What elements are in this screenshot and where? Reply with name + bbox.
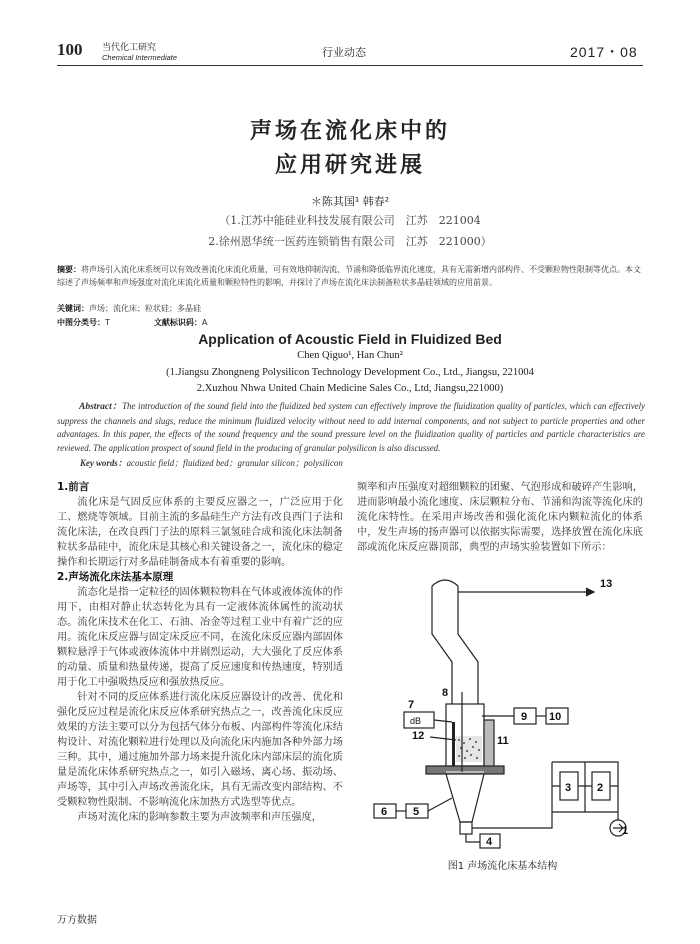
header-rule bbox=[57, 65, 643, 66]
label-3: 3 bbox=[565, 782, 572, 794]
body-left-column bbox=[57, 480, 343, 825]
label-2: 2 bbox=[597, 782, 604, 794]
clc-label: 中图分类号： bbox=[57, 318, 105, 327]
title-line-2: 应用研究进展 bbox=[274, 153, 425, 178]
english-affiliation-2: 2.Xuzhou Nhwa United Chain Medicine Sales Co., Ltd, Jiangsu,221000) bbox=[196, 383, 504, 394]
section-2-paragraph-2: 针对不同的反应体系进行流化床反应器设计的改善、优化和强化反应过程是流化床反应体系研究热点之一，改善流化床反应效果的方法主要可以分为包括气体分布板、内部构件等流化床结构设计、对流化颗粒进行处理以及向流化床内施加各种外部力场三种。其中，通过施加外部力场来提升流化床内部床层的流化质量是流化床体系研究热点之一，如引入磁场、离心场、振动场、声场等，其中引入声场改善流化床，具有无需改变内部结构、不受颗粒物性限制、不影响流化床加热方式选型等优点。 bbox=[57, 692, 343, 808]
clc-value: T bbox=[105, 318, 110, 327]
affiliation-1: （1.江苏中能硅业科技发展有限公司 江苏 221004 bbox=[219, 214, 481, 227]
column-top-cap bbox=[432, 580, 458, 586]
english-affiliation-1: (1.Jiangsu Zhongneng Polysilicon Technology Development Co., Ltd., Jiangsu, 221004 bbox=[166, 367, 534, 378]
keywords-cn bbox=[57, 302, 647, 315]
label-9: 9 bbox=[521, 711, 528, 723]
english-abstract bbox=[57, 400, 645, 455]
right-paragraph-1: 频率和声压强度对超细颗粒的团聚、气泡形成和破碎产生影响，进而影响最小流化速度、床层颗粒分布、节涌和沟流等流化床的流化床特性。在采用声场改善和强化流化床内颗粒流化的体系中，发生声场的扬声器可以依据实际需要，选择放置在流化床底部或流化床反应器顶部，典型的声场实验装置如下所示： bbox=[357, 482, 643, 553]
fluidized-bed-diagram bbox=[360, 572, 645, 852]
doc-code-label: 文献标识码： bbox=[153, 318, 202, 327]
journal-name-cn: 当代化工研究 bbox=[102, 43, 157, 53]
footer-watermark: 万方数据 bbox=[57, 915, 97, 926]
heater-jacket bbox=[484, 720, 494, 768]
meter-wire bbox=[434, 720, 452, 722]
figure-labels bbox=[381, 578, 628, 848]
distributor-plate bbox=[426, 766, 504, 774]
figure-caption: 图1 声场流化床基本结构 bbox=[447, 861, 558, 872]
label-10: 10 bbox=[549, 711, 562, 723]
label-7: 7 bbox=[408, 699, 415, 711]
journal-name-en: Chemical Intermediate bbox=[102, 53, 178, 62]
abstract-cn-label: 摘要： bbox=[57, 265, 81, 274]
keywords-cn-label: 关键词： bbox=[57, 304, 89, 313]
outlet-arrow bbox=[586, 588, 594, 596]
label-11: 11 bbox=[497, 735, 509, 747]
english-keywords-text: acoustic field；fluidized bed；granular silicon；polysilicon bbox=[126, 458, 343, 468]
affiliation-2: 2.徐州恩华统一医药连锁销售有限公司 江苏 221000） bbox=[208, 235, 492, 248]
label-4: 4 bbox=[486, 836, 493, 848]
issue-date: 2017・08 bbox=[570, 44, 638, 60]
english-authors: Chen Qiguo¹, Han Chun² bbox=[297, 350, 403, 361]
gas-inlet-box bbox=[460, 822, 472, 834]
section-label: 行业动态 bbox=[322, 46, 366, 59]
label-13: 13 bbox=[600, 578, 613, 590]
keywords-cn-text: 声场；流化床；粒状硅；多晶硅 bbox=[89, 304, 201, 313]
column-wall-right-upper bbox=[458, 586, 478, 704]
title-line-1: 声场在流化床中的 bbox=[249, 119, 450, 144]
english-keywords-label: Key words： bbox=[80, 458, 127, 468]
page-number: 100 bbox=[57, 40, 83, 59]
doc-code-value: A bbox=[201, 318, 208, 327]
section-2-paragraph-3: 声场对流化床的影响参数主要为声波频率和声压强度， bbox=[77, 812, 322, 823]
line-5-bed bbox=[428, 798, 452, 811]
english-abstract-text: The introduction of the sound field into the fluidized bed system can effectively improve the fluidization quality of particles, which can effectively suppress the channels and slugs, reduce the minimum fluidized velocity without need to add internal components, and not subject to particle properties and other advantages. In this paper, the effects of the sound frequency and the sound pressure level on the fluidization quality of particles and particle characteristics are reviewed. The application prospect of sound field in the producing of granular polysilicon is also discussed. bbox=[57, 401, 645, 453]
label-5: 5 bbox=[413, 806, 420, 818]
line-to-4 bbox=[466, 834, 480, 842]
english-keywords bbox=[80, 456, 640, 469]
classification bbox=[57, 316, 647, 329]
authors: ＊陈其国¹ 韩春² bbox=[310, 195, 390, 208]
inlet-pipe bbox=[472, 812, 552, 828]
section-2-paragraph-1: 流态化是指一定粒径的固体颗粒物料在气体或液体流体的作用下，由相对静止状态转化为具有一定液体流体属性的流动状态。流化床技术在化工、石油、冶金等过程工业中有着广泛的应用。流化床反应器与固定床反应不同，在流化床反应器内部固体颗粒悬浮于气体或液体流体中并剧烈运动，大大强化了反应体系的动量、质量和热量传递，提高了反应速度和传热速度，特别适用于化工中强吸热反应和强放热反应。 bbox=[57, 587, 343, 688]
label-1: 1 bbox=[622, 825, 629, 837]
english-title: Application of Acoustic Field in Fluidized Bed bbox=[198, 331, 502, 347]
abstract-cn bbox=[57, 263, 647, 289]
abstract-cn-text: 将声场引入流化床系统可以有效改善流化床流化质量，可有效地抑制沟流、节涌和降低临界流化速度，具有无需新增内部构件、不受颗粒物性限制等优点。本文综述了声场频率和声场强度对流化床流化质量和颗粒特性的影响，并探讨了声场在流化床法制备粒状多晶硅领域的应用前景。 bbox=[57, 265, 641, 287]
label-8: 8 bbox=[442, 687, 449, 699]
label-6: 6 bbox=[381, 806, 388, 818]
body-right-column bbox=[357, 480, 643, 555]
section-2-heading: 2.声场流化床法基本原理 bbox=[57, 571, 174, 583]
db-unit-label: dB bbox=[410, 716, 422, 726]
label-12: 12 bbox=[412, 730, 425, 742]
section-1-heading: 1.前言 bbox=[57, 481, 90, 493]
english-abstract-label: Abstract： bbox=[79, 402, 123, 412]
section-1-paragraph: 流化床是气固反应体系的主要反应器之一，广泛应用于化工、燃烧等领域。目前主流的多晶硅生产方法有改良西门子法和流化床法，在改良西门子法的原料三氯氢硅合成和流化床法制备粒状多晶硅中，流化床是其核心和关键设备之一，流化床的稳定操作和长期运行对多晶硅制备成本有着重要的影响。 bbox=[57, 497, 343, 568]
